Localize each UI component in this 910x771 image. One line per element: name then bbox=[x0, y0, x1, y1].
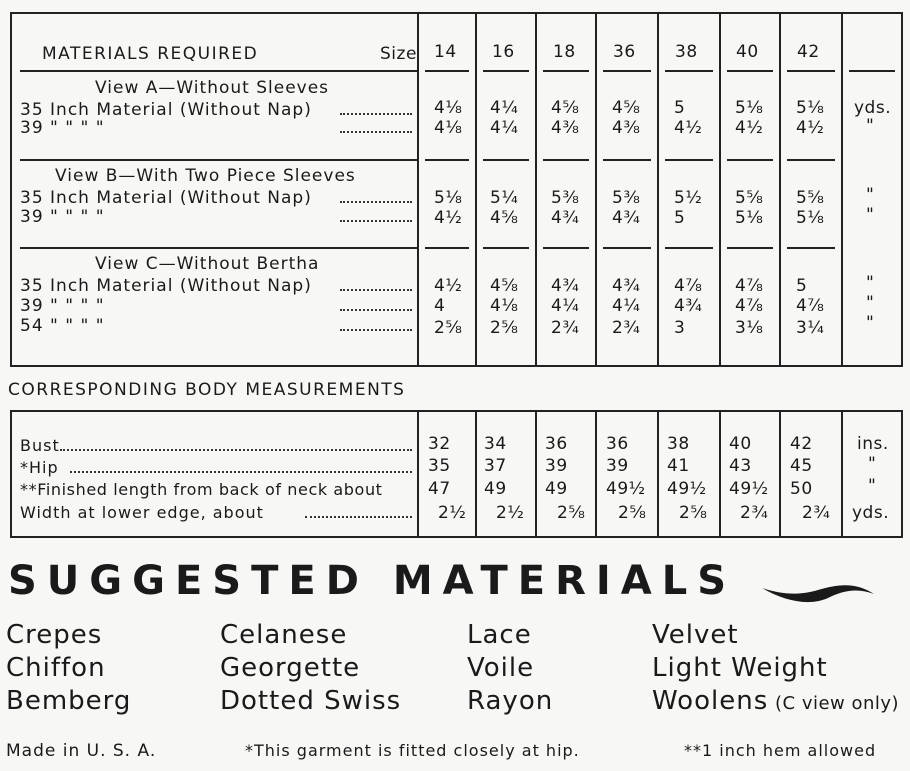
material-item: Light Weight bbox=[652, 653, 828, 683]
value-cell: 4⅞ bbox=[674, 276, 703, 296]
material-item: Lace bbox=[467, 620, 532, 650]
size-header: 38 bbox=[675, 42, 698, 62]
body-measurements-heading: CORRESPONDING BODY MEASUREMENTS bbox=[8, 380, 406, 400]
value-cell: 4⅛ bbox=[434, 98, 463, 118]
value-cell: 4⅝ bbox=[551, 98, 580, 118]
value-cell: 4⅝ bbox=[490, 276, 519, 296]
measure-unit: ins. bbox=[857, 434, 889, 454]
measure-value: 34 bbox=[484, 434, 507, 454]
header-rule bbox=[425, 70, 469, 72]
col-divider bbox=[719, 410, 721, 538]
measure-value: 2½ bbox=[438, 503, 467, 523]
measure-value: 2⅝ bbox=[618, 503, 647, 523]
measure-value: 40 bbox=[729, 434, 752, 454]
view-b-title: View B—With Two Piece Sleeves bbox=[55, 166, 356, 186]
measure-unit: " bbox=[868, 454, 877, 474]
measure-value: 49½ bbox=[729, 479, 769, 499]
measure-value: 49 bbox=[545, 479, 568, 499]
value-cell: 4⅞ bbox=[735, 296, 764, 316]
measure-value: 49½ bbox=[606, 479, 646, 499]
material-item: Dotted Swiss bbox=[220, 686, 402, 716]
section-rule bbox=[727, 159, 773, 161]
value-cell: 4 bbox=[434, 296, 446, 316]
size-header: 40 bbox=[736, 42, 759, 62]
value-cell: 5 bbox=[674, 208, 686, 228]
value-cell: 5⅜ bbox=[612, 188, 641, 208]
hip-note: *This garment is fitted closely at hip. bbox=[245, 741, 580, 760]
material-item: Woolens bbox=[652, 686, 769, 716]
col-divider bbox=[535, 12, 537, 367]
material-item: Celanese bbox=[220, 620, 348, 650]
col-divider bbox=[841, 410, 843, 538]
section-rule bbox=[483, 159, 529, 161]
view-a-title: View A—Without Sleeves bbox=[95, 78, 330, 98]
measure-label: Bust bbox=[20, 436, 60, 455]
value-cell: 4⅛ bbox=[490, 296, 519, 316]
header-rule bbox=[543, 70, 589, 72]
value-cell: 3¼ bbox=[796, 318, 825, 338]
row-label: 35 Inch Material (Without Nap) bbox=[20, 276, 312, 296]
leader-dots bbox=[60, 449, 412, 451]
col-divider bbox=[657, 12, 659, 367]
value-cell: 4½ bbox=[434, 208, 463, 228]
row-label: 35 Inch Material (Without Nap) bbox=[20, 100, 312, 120]
material-item: Rayon bbox=[467, 686, 554, 716]
size-header: 14 bbox=[434, 42, 457, 62]
col-divider bbox=[475, 12, 477, 367]
value-cell: 4⅞ bbox=[796, 296, 825, 316]
woolens-note: (C view only) bbox=[775, 693, 900, 714]
measure-value: 50 bbox=[790, 479, 813, 499]
leader-dots bbox=[340, 329, 412, 331]
section-rule bbox=[20, 159, 417, 161]
value-cell: 4¾ bbox=[612, 208, 641, 228]
value-cell: 4⅞ bbox=[735, 276, 764, 296]
header-rule bbox=[665, 70, 713, 72]
col-divider bbox=[595, 410, 597, 538]
size-header: 42 bbox=[797, 42, 820, 62]
col-divider bbox=[841, 12, 843, 367]
value-cell: 5⅛ bbox=[796, 208, 825, 228]
unit-cell: " bbox=[866, 313, 875, 333]
unit-cell: " bbox=[866, 116, 875, 136]
measure-value: 37 bbox=[484, 456, 507, 476]
measure-value: 39 bbox=[606, 456, 629, 476]
value-cell: 5⅜ bbox=[551, 188, 580, 208]
value-cell: 4¾ bbox=[674, 296, 703, 316]
section-rule bbox=[665, 247, 713, 249]
section-rule bbox=[727, 247, 773, 249]
measure-label: **Finished length from back of neck about bbox=[20, 480, 383, 499]
measure-value: 32 bbox=[428, 434, 451, 454]
section-rule bbox=[787, 159, 835, 161]
measure-value: 38 bbox=[667, 434, 690, 454]
suggested-materials-title: SUGGESTED MATERIALS bbox=[8, 558, 737, 604]
value-cell: 4½ bbox=[735, 118, 764, 138]
value-cell: 4½ bbox=[674, 118, 703, 138]
col-divider bbox=[779, 12, 781, 367]
unit-cell: " bbox=[866, 273, 875, 293]
header-rule bbox=[603, 70, 651, 72]
material-item: Georgette bbox=[220, 653, 361, 683]
row-label: 35 Inch Material (Without Nap) bbox=[20, 188, 312, 208]
value-cell: 4⅜ bbox=[551, 118, 580, 138]
size-header: 36 bbox=[613, 42, 636, 62]
leader-dots bbox=[340, 201, 412, 203]
measure-value: 43 bbox=[729, 456, 752, 476]
value-cell: 2¾ bbox=[612, 318, 641, 338]
material-item: Voile bbox=[467, 653, 535, 683]
leader-dots bbox=[340, 113, 412, 115]
value-cell: 4¾ bbox=[551, 276, 580, 296]
value-cell: 4⅛ bbox=[434, 118, 463, 138]
leader-dots bbox=[340, 220, 412, 222]
value-cell: 2⅝ bbox=[434, 318, 463, 338]
unit-cell: " bbox=[866, 293, 875, 313]
col-divider bbox=[719, 12, 721, 367]
col-divider bbox=[417, 12, 419, 367]
hem-note: **1 inch hem allowed bbox=[684, 741, 877, 760]
measure-value: 49 bbox=[484, 479, 507, 499]
section-rule bbox=[543, 247, 589, 249]
value-cell: 5⅛ bbox=[434, 188, 463, 208]
col-divider bbox=[417, 410, 419, 538]
header-rule bbox=[849, 70, 895, 72]
value-cell: 5⅝ bbox=[796, 188, 825, 208]
value-cell: 4¼ bbox=[490, 98, 519, 118]
swash-ornament bbox=[760, 576, 878, 610]
measure-value: 2¾ bbox=[740, 503, 769, 523]
measure-value: 41 bbox=[667, 456, 690, 476]
measure-unit: " bbox=[868, 476, 877, 496]
unit-cell: " bbox=[866, 205, 875, 225]
header-rule bbox=[483, 70, 529, 72]
value-cell: 5¼ bbox=[490, 188, 519, 208]
leader-dots bbox=[70, 471, 412, 473]
header-rule bbox=[727, 70, 773, 72]
value-cell: 5⅛ bbox=[735, 208, 764, 228]
value-cell: 5 bbox=[674, 98, 686, 118]
row-label: 39 " " " " bbox=[20, 296, 105, 316]
row-label: 54 " " " " bbox=[20, 316, 105, 336]
measure-value: 2⅝ bbox=[557, 503, 586, 523]
material-item: Chiffon bbox=[6, 653, 106, 683]
section-rule bbox=[425, 247, 469, 249]
materials-title: MATERIALS REQUIRED bbox=[42, 44, 259, 64]
material-item: Bemberg bbox=[6, 686, 132, 716]
value-cell: 3⅛ bbox=[735, 318, 764, 338]
measure-value: 49½ bbox=[667, 479, 707, 499]
measure-unit: yds. bbox=[852, 503, 890, 523]
measure-value: 35 bbox=[428, 456, 451, 476]
measure-value: 45 bbox=[790, 456, 813, 476]
value-cell: 2⅝ bbox=[490, 318, 519, 338]
value-cell: 5⅛ bbox=[796, 98, 825, 118]
measure-value: 47 bbox=[428, 479, 451, 499]
measure-value: 2¾ bbox=[802, 503, 831, 523]
row-label: 39 " " " " bbox=[20, 118, 105, 138]
value-cell: 4¼ bbox=[612, 296, 641, 316]
value-cell: 4⅝ bbox=[612, 98, 641, 118]
value-cell: 5 bbox=[796, 276, 808, 296]
measure-value: 36 bbox=[545, 434, 568, 454]
measure-label: *Hip bbox=[20, 458, 59, 477]
leader-dots bbox=[305, 516, 412, 518]
view-c-title: View C—Without Bertha bbox=[95, 254, 320, 274]
col-divider bbox=[779, 410, 781, 538]
material-item: Velvet bbox=[652, 620, 739, 650]
unit-cell: " bbox=[866, 185, 875, 205]
measure-value: 2⅝ bbox=[679, 503, 708, 523]
leader-dots bbox=[340, 309, 412, 311]
value-cell: 4¾ bbox=[612, 276, 641, 296]
measure-value: 39 bbox=[545, 456, 568, 476]
material-item: Crepes bbox=[6, 620, 103, 650]
col-divider bbox=[535, 410, 537, 538]
col-divider bbox=[475, 410, 477, 538]
size-header: 18 bbox=[553, 42, 576, 62]
measure-value: 36 bbox=[606, 434, 629, 454]
unit-cell: yds. bbox=[854, 98, 892, 118]
section-rule bbox=[603, 159, 651, 161]
value-cell: 5½ bbox=[674, 188, 703, 208]
section-rule bbox=[787, 247, 835, 249]
section-rule bbox=[20, 247, 417, 249]
value-cell: 5⅛ bbox=[735, 98, 764, 118]
made-in-usa: Made in U. S. A. bbox=[6, 741, 157, 761]
value-cell: 2¾ bbox=[551, 318, 580, 338]
measure-value: 2½ bbox=[496, 503, 525, 523]
value-cell: 4⅜ bbox=[612, 118, 641, 138]
value-cell: 4½ bbox=[796, 118, 825, 138]
header-rule bbox=[20, 70, 417, 72]
col-divider bbox=[657, 410, 659, 538]
value-cell: 4⅝ bbox=[490, 208, 519, 228]
leader-dots bbox=[340, 131, 412, 133]
section-rule bbox=[603, 247, 651, 249]
size-label: Size bbox=[380, 44, 417, 64]
value-cell: 4¼ bbox=[490, 118, 519, 138]
row-label: 39 " " " " bbox=[20, 207, 105, 227]
measure-label: Width at lower edge, about bbox=[20, 503, 264, 522]
section-rule bbox=[425, 159, 469, 161]
header-rule bbox=[787, 70, 835, 72]
measure-value: 42 bbox=[790, 434, 813, 454]
value-cell: 4¾ bbox=[551, 208, 580, 228]
value-cell: 5⅝ bbox=[735, 188, 764, 208]
size-header: 16 bbox=[492, 42, 515, 62]
value-cell: 4¼ bbox=[551, 296, 580, 316]
section-rule bbox=[665, 159, 713, 161]
leader-dots bbox=[340, 289, 412, 291]
section-rule bbox=[543, 159, 589, 161]
value-cell: 3 bbox=[674, 318, 686, 338]
col-divider bbox=[595, 12, 597, 367]
section-rule bbox=[483, 247, 529, 249]
value-cell: 4½ bbox=[434, 276, 463, 296]
